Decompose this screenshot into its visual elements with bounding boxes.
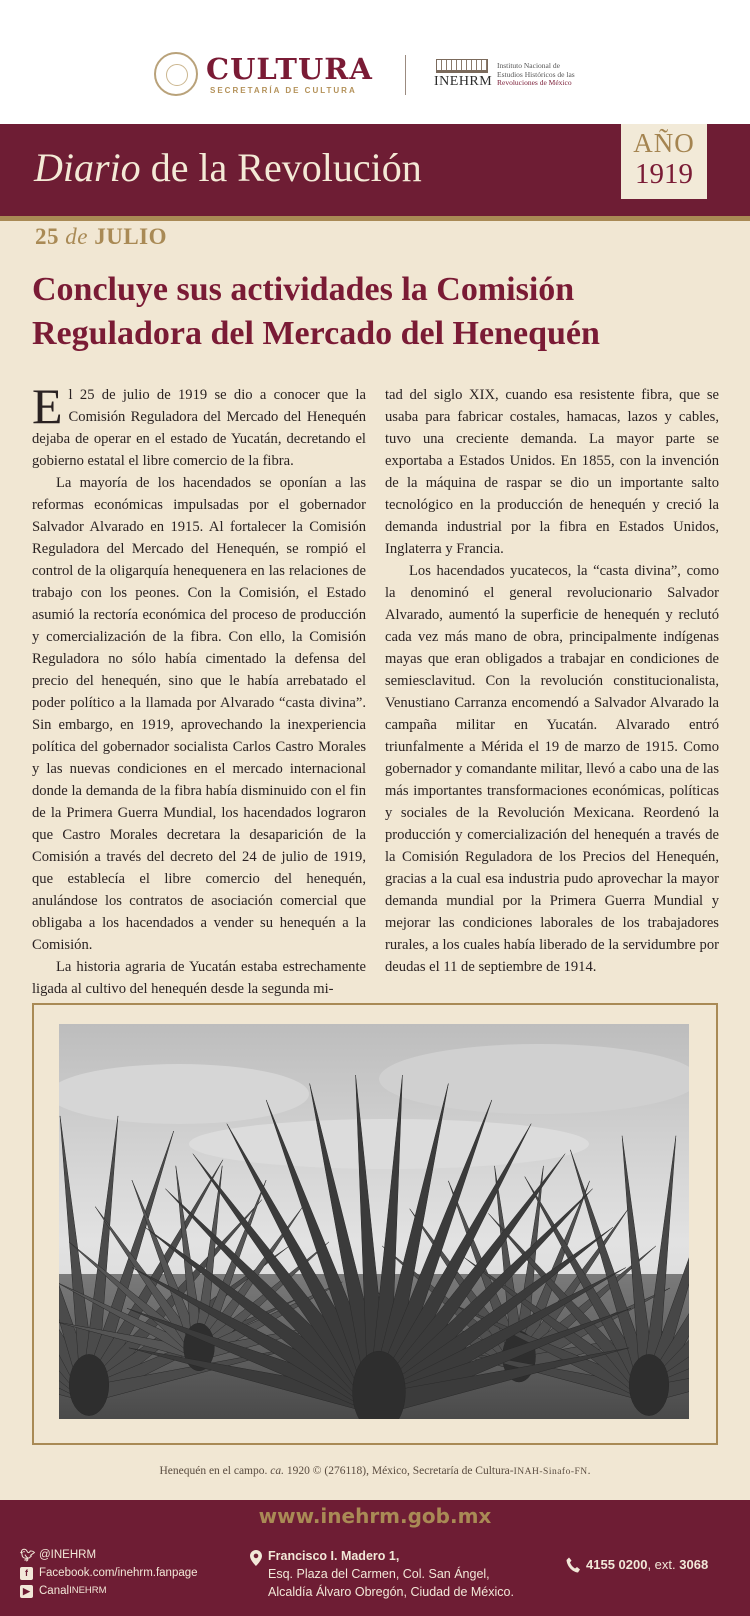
caption-ca: ca.	[270, 1465, 284, 1477]
caption-pre: Henequén en el campo.	[159, 1465, 271, 1477]
twitter-handle: @INEHRM	[39, 1549, 97, 1561]
paragraph-1	[32, 378, 366, 472]
phone-main: 4155 0200	[586, 1557, 648, 1572]
title-italic: Diario	[34, 145, 141, 190]
youtube-pre: Canal	[39, 1585, 70, 1597]
phone-number[interactable]	[586, 1557, 708, 1572]
date-de: de	[65, 224, 88, 249]
agave-trunk	[629, 1354, 669, 1415]
youtube-channel: INEHRM	[69, 1585, 107, 1596]
henequen-illustration	[59, 1024, 689, 1419]
youtube-icon: ▶	[20, 1585, 33, 1598]
photo-caption	[0, 1465, 750, 1477]
secretaria-label: SECRETARÍA DE CULTURA	[210, 86, 357, 95]
paragraph-3-end: tad del siglo XIX, cuando esa resistente fibra, que se usaba para fabricar costales, hamacas, lazos y cables, tuvo una creciente demanda. La mayor parte se exportaba a Estados Unidos. En 1855, con la invención de la máquina de raspar se dio un importante salto tecnológico en la producción de henequén y creció la demanda industrial por la fibra en Estados Unidos, Inglaterra y Francia.	[385, 387, 719, 557]
publication-title	[34, 144, 422, 191]
location-pin-icon	[250, 1550, 262, 1566]
address-block	[268, 1547, 514, 1601]
date-day: 25	[35, 224, 59, 249]
cultura-logo-text: CULTURA	[206, 52, 373, 86]
top-logo-bar	[0, 0, 750, 124]
paragraph-1-text: l 25 de julio de 1919 se dio a conocer que la Comisión Reguladora del Mercado del Henequén dejaba de operar en el estado de Yucatán, decretando el gobierno estatal el libre comercio de la fibra.	[32, 387, 366, 469]
phone-ext: 3068	[679, 1557, 709, 1572]
address-line-2: Esq. Plaza del Carmen, Col. San Ángel,	[268, 1567, 490, 1581]
year-value: 1919	[635, 158, 693, 190]
article-headline: Concluye sus actividades la Comisión Reguladora del Mercado del Henequén	[32, 271, 600, 352]
caption-end: .	[587, 1465, 591, 1477]
inehrm-line-3: Revoluciones de México	[497, 78, 572, 87]
inehrm-line-2: Estudios Históricos de las	[497, 69, 575, 79]
inehrm-full-name	[497, 62, 607, 88]
twitter-link[interactable]	[20, 1546, 198, 1564]
body-column-left	[32, 378, 366, 1000]
article-date	[35, 224, 167, 250]
facebook-url: Facebook.com/inehrm.fanpage	[39, 1567, 198, 1579]
paragraph-3-start: La historia agraria de Yucatán estaba estrechamente ligada al cultivo del henequén desde la segunda mi-	[32, 959, 366, 997]
website-link[interactable]: www.inehrm.gob.mx	[258, 1504, 492, 1528]
paragraph-4: Los hacendados yucatecos, la “casta divina”, como la denominó el general revolucionario Salvador Alvarado, aumentó la superficie de henequén y reclutó cada vez más mano de obra, principalmente indígenas mayas que eran obligados a trabajar en condiciones de semiesclavitud. Con la revolución constitucionalista, Venustiano Carranza encomendó a Salvador Alvarado la campaña militar en Yucatán. Alvarado entró triunfalmente a Mérida el 19 de marzo de 1915. Como gobernador y comandante militar, llevó a cabo una de las más importantes transformaciones económicas, políticas y sociales de la Revolución Mexicana. Reordenó la producción y comercialización del henequén a través de la Comisión Reguladora de los Precios del Henequén, gracias a la cual esa industria pudo aprovechar la mayor demanda mundial por la Primera Guerra Mundial y mejorar las condiciones laborales de los trabajadores rurales, a los cuales había liberado de la servidumbre por deudas el 11 de septiembre de 1914.	[385, 563, 719, 975]
caption-source: INAH-Sinafo-FN	[513, 1467, 588, 1477]
date-month: JULIO	[94, 224, 168, 249]
paragraph-2: La mayoría de los hacendados se oponían a las reformas económicas impulsadas por el gobernador Salvador Alvarado en 1915. Al fortalecer la Comisión Reguladora del Mercado del Henequén, se rompió el control de la oligarquía henequenera en las relaciones de trabajo con los peones. Con la Comisión, el Estado asumió la rectoría económica del proceso de producción y comercialización de la fibra. Con ello, la Comisión Reguladora no sólo había cimentado la defensa del precio del henequén, sino que le había arrebatado el poder político a la llamada por Alvarado “casta divina”. Sin embargo, en 1919, aprovechando la inexperiencia política del gobernador socialista Carlos Castro Morales y las nuevas condiciones en el mercado internacional donde la demanda de la fibra había disminuido con el fin de la Primera Guerra Mundial, los hacendados lograron que Castro Morales decretara la desaparición de la Comisión a través del decreto del 24 de julio de 1919, que establecía el libre comercio del henequén, anulándose los contratos de asociación comercial que obligaba a los hacendados a vender su henequén a la Comisión.	[32, 475, 366, 953]
logo-divider	[405, 55, 406, 95]
caption-mid: 1920 © (276118), México, Secretaría de Cultura-	[284, 1465, 514, 1477]
facebook-link[interactable]	[20, 1564, 198, 1582]
henequen-photo	[59, 1024, 689, 1419]
title-rest: de la Revolución	[140, 145, 422, 190]
inehrm-line-1: Instituto Nacional de	[497, 61, 560, 70]
body-column-right	[385, 384, 719, 978]
inehrm-logo-text: INEHRM	[434, 74, 493, 89]
year-label: AÑO	[633, 128, 695, 158]
drop-cap: E	[32, 378, 63, 434]
phone-icon	[566, 1557, 580, 1573]
agave-trunk	[69, 1354, 109, 1415]
mexico-seal-icon	[154, 52, 198, 96]
address-line-1: Francisco I. Madero 1,	[268, 1549, 400, 1563]
banner-gold-line	[0, 216, 750, 221]
inehrm-building-icon	[436, 59, 488, 73]
social-links	[20, 1546, 198, 1600]
phone-ext-label: , ext.	[647, 1557, 680, 1572]
address-line-3: Alcaldía Álvaro Obregón, Ciudad de México.	[268, 1585, 514, 1599]
year-box	[621, 124, 707, 199]
twitter-icon: 🐦︎	[20, 1547, 36, 1562]
facebook-icon: f	[20, 1567, 33, 1580]
youtube-link[interactable]	[20, 1582, 198, 1600]
